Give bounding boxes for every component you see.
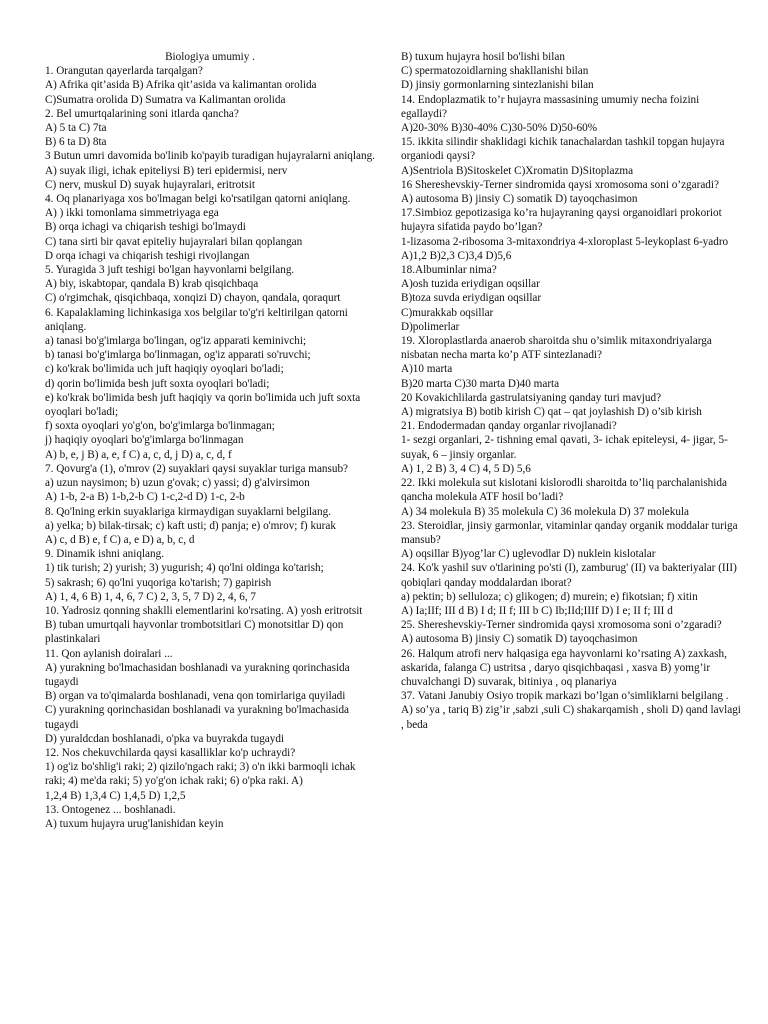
text-line: d) qorin bo'limida besh juft soxta oyoqlari bo'ladi; [45,377,270,390]
text-line: 25. Shereshevskiy-Terner sindromida qaysi xromosoma soni o’zgaradi? [401,619,722,632]
text-line: 8. Qo'lning erkin suyaklariga kirmaydigan suyaklarni belgilang. [45,505,331,518]
text-line: A) autosoma B) jinsiy C) somatik D) tayoqchasimon [401,633,638,646]
text-line: a) yelka; b) bilak-tirsak; c) kaft usti; d) panja; e) o'mrov; f) kurak [45,519,336,532]
text-line: A) Ia;IIf; III d B) I d; II f; III b C) Ib;IId;IIIf D) I e; II f; III d [401,604,673,617]
text-line: B) tuxum hujayra hosil bo'lishi bilan [401,51,565,63]
text-line: A)20-30% B)30-40% C)30-50% D)50-60% [401,122,598,135]
text-line: C) o'rgimchak, qisqichbaqa, xonqizi D) chayon, qandala, qoraqurt [45,292,341,305]
text-line: A) migratsiya B) botib kirish C) qat – qat joylashish D) o’sib kirish [401,406,702,419]
text-line: 11. Qon aylanish doiralari ... [45,647,173,660]
text-line: 1,2,4 B) 1,3,4 C) 1,4,5 D) 1,2,5 [45,789,186,802]
text-line: 1-lizasoma 2-ribosoma 3-mitaxondriya 4-xloroplast 5-leykoplast 6-yadro [401,235,729,248]
text-line: 4. Oq planariyaga xos bo'lmagan belgi ko'rsatilgan qatorni aniqlang. [45,193,351,206]
text-line: 19. Xloroplastlarda anaerob sharoitda shu o’simlik mitaxondriyalarga nisbatan necha marta ko’p ATF sintezlanadi? [401,335,712,362]
text-line: 2. Bel umurtqalarining soni itlarda qancha? [45,107,239,120]
text-line: B) orqa ichagi va chiqarish teshigi bo'lmaydi [45,221,246,234]
text-line: 21. Endodermadan qanday organlar rivojlanadi? [401,420,617,433]
text-line: 26. Halqum atrofi nerv halqasiga ega hayvonlarni ko’rsating A) zaxkash, askarida, falanga C) ustritsa , daryo qisqichbaqasi , xasva B) yomg’ir chuvalchangi D) suvarak, bitiniya , oq planariya [401,647,727,688]
text-line: C) nerv, muskul D) suyak hujayralari, eritrotsit [45,178,255,191]
text-line: 3 Butun umri davomida bo'linib ko'payib turadigan hujayralarni aniqlang. [45,150,375,163]
text-line: 1) og'iz bo'shlig'i raki; 2) qizilo'ngach raki; 3) o'n ikki barmoqli ichak raki; 4) me'da raki; 5) yo'g'on ichak raki; 6) o'pka raki. A) [45,761,356,788]
text-line: A)10 marta [401,363,453,376]
text-line: 16 Shereshevskiy-Terner sindromida qaysi xromosoma soni o’zgaradi? [401,178,719,191]
text-line: 5) sakrash; 6) qo'lni yuqoriga ko'tarish; 7) gapirish [45,576,272,589]
text-line: C)murakkab oqsillar [401,306,494,319]
left-column-text [45,64,375,831]
text-line: 22. Ikki molekula sut kislotani kislorodli sharoitda to’liq parchalanishida qancha molekula ATF hosil bo’ladi? [401,477,727,504]
right-column [401,50,746,1024]
text-line: A) ) ikki tomonlama simmetriyaga ega [45,207,219,220]
text-line: a) uzun naysimon; b) uzun g'ovak; c) yassi; d) g'alvirsimon [45,477,310,490]
text-line: 1. Orangutan qayerlarda tarqalgan? [45,65,203,78]
text-line: c) ko'krak bo'limida uch juft haqiqiy oyoqlari bo'ladi; [45,363,284,376]
text-line: f) soxta oyoqlari yo'g'on, bo'g'imlarga bo'linmagan; [45,420,275,433]
text-line: C) tana sirti bir qavat epiteliy hujayralari bilan qoplangan [45,235,303,248]
document-title: Biologiya umumiy . [165,51,255,63]
text-line: C)Sumatra orolida D) Sumatra va Kalimantan orolida [45,93,286,106]
text-line: 37. Vatani Janubiy Osiyo tropik markazi bo’lgan o’simliklarni belgilang . [401,690,729,703]
text-line: D orqa ichagi va chiqarish teshigi rivojlangan [45,249,250,262]
left-column [45,50,375,1024]
text-line: D) yuraldcdan boshlanadi, o'pka va buyrakda tugaydi [45,732,285,745]
text-line: 10. Yadrosiz qonning shaklli elementlarini ko'rsating. A) yosh eritrotsit B) tuban umurtqali hayvonlar trombotsitlari C) monotsitlar D) qon plastinkalari [45,604,363,646]
text-line: D) jinsiy gormonlarning sintezlanishi bilan [401,79,594,92]
text-line: A) b, e, j B) a, e, f C) a, c, d, j D) a, c, d, f [45,448,232,461]
text-line: B) 6 ta D) 8ta [45,136,107,149]
text-line: B)toza suvda eriydigan oqsillar [401,292,542,305]
text-line: C) yurakning qorinchasidan boshlanadi va yurakning bo'lmachasida tugaydi [45,704,350,731]
text-line: A) so’ya , tariq B) zig’ir ,sabzi ,suli C) shakarqamish , sholi D) qand lavlagi , beda [401,704,741,731]
text-line: e) ko'krak bo'limida besh juft haqiqiy va qorin bo'limida uch juft soxta oyoqlari bo'ladi; [45,391,361,419]
text-line: 17.Simbioz gepotizasiga ko’ra hujayraning qaysi organoidlari prokoriot hujayra sifatida paydo bo’lgan? [401,207,722,234]
text-line: 13. Ontogenez ... boshlanadi. [45,803,176,816]
text-line: 24. Ko'k yashil suv o'tlarining po'sti (I), zamburug' (II) va bakteriyalar (III) qobiqlari qanday moddalardan iborat? [401,562,737,589]
text-line: a) tanasi bo'g'imlarga bo'lingan, og'iz apparati keminivchi; [45,335,307,348]
text-line: 15. ikkita silindir shaklidagi kichik tanachalardan tashkil topgan hujayra organiodi qaysi? [401,136,725,163]
text-line: A) 34 molekula B) 35 molekula C) 36 molekula D) 37 molekula [401,505,690,518]
text-line: j) haqiqiy oyoqlari bo'g'imlarga bo'linmagan [45,434,244,447]
text-line: 9. Dinamik ishni aniqlang. [45,548,165,561]
text-line: A) suyak iligi, ichak epiteliysi B) teri epidermisi, nerv [45,164,288,177]
text-line: A) tuxum hujayra urug'lanishidan keyin [45,817,224,830]
text-line: 14. Endoplazmatik to’r hujayra massasining umumiy necha foizini egallaydi? [401,93,700,120]
text-line: A) oqsillar B)yog’lar C) uglevodlar D) nuklein kislotalar [401,548,656,561]
text-line: 1) tik turish; 2) yurish; 3) yugurish; 4) qo'lni oldinga ko'tarish; [45,562,324,575]
text-line: A) 1, 4, 6 B) 1, 4, 6, 7 C) 2, 3, 5, 7 D) 2, 4, 6, 7 [45,590,257,603]
text-line: A)osh tuzida eriydigan oqsillar [401,278,540,291]
text-line: B)20 marta C)30 marta D)40 marta [401,377,560,390]
text-line: A) autosoma B) jinsiy C) somatik D) tayoqchasimon [401,193,638,206]
text-line: 12. Nos chekuvchilarda qaysi kasalliklar ko'p uchraydi? [45,746,296,759]
text-line: 1- sezgi organlari, 2- tishning emal qavati, 3- ichak epiteleysi, 4- jigar, 5- suyak, 6 – jinsiy organlar. [401,434,728,461]
text-line: A) c, d B) e, f C) a, e D) a, b, c, d [45,533,195,546]
text-line: A)Sentriola B)Sitoskelet C)Xromatin D)Sitoplazma [401,164,634,177]
text-line: 6. Kapalaklaming lichinkasiga xos belgilar to'g'ri keltirilgan qatorni aniqlang. [45,306,348,333]
text-line: 23. Steroidlar, jinsiy garmonlar, vitaminlar qanday organik moddalar turiga mansub? [401,519,738,546]
text-line: a) pektin; b) selluloza; c) glikogen; d) murein; e) fikotsian; f) xitin [401,590,698,603]
text-line: B) organ va to'qimalarda boshlanadi, vena qon tomirlariga quyiladi [45,690,346,703]
text-line: A) biy, iskabtopar, qandala B) krab qisqichbaqa [45,278,259,291]
text-line: 18.Albuminlar nima? [401,264,497,277]
text-line: b) tanasi bo'g'imlarga bo'linmagan, og'iz apparati so'ruvchi; [45,349,311,362]
text-line: 5. Yuragida 3 juft teshigi bo'lgan hayvonlarni belgilang. [45,264,295,277]
text-line: A) 1-b, 2-a B) 1-b,2-b C) 1-c,2-d D) 1-c, 2-b [45,491,245,504]
text-line: A)1,2 B)2,3 C)3,4 D)5,6 [401,249,512,262]
text-line: D)polimerlar [401,320,460,333]
text-line: 20 Kovakichlilarda gastrulatsiyaning qanday turi mavjud? [401,391,662,404]
text-line: A) 5 ta C) 7ta [45,122,107,135]
right-column-text [401,50,746,732]
text-line: A) 1, 2 B) 3, 4 C) 4, 5 D) 5,6 [401,462,531,475]
text-line: A) yurakning bo'lmachasidan boshlanadi va yurakning qorinchasida tugaydi [45,661,350,688]
text-line: A) Afrika qit’asida B) Afrika qit’asida va kalimantan orolida [45,79,317,92]
text-line: C) spermatozoidlarning shakllanishi bilan [401,65,589,78]
text-line: 7. Qovurg'a (1), o'mrov (2) suyaklari qaysi suyaklar turiga mansub? [45,462,349,475]
